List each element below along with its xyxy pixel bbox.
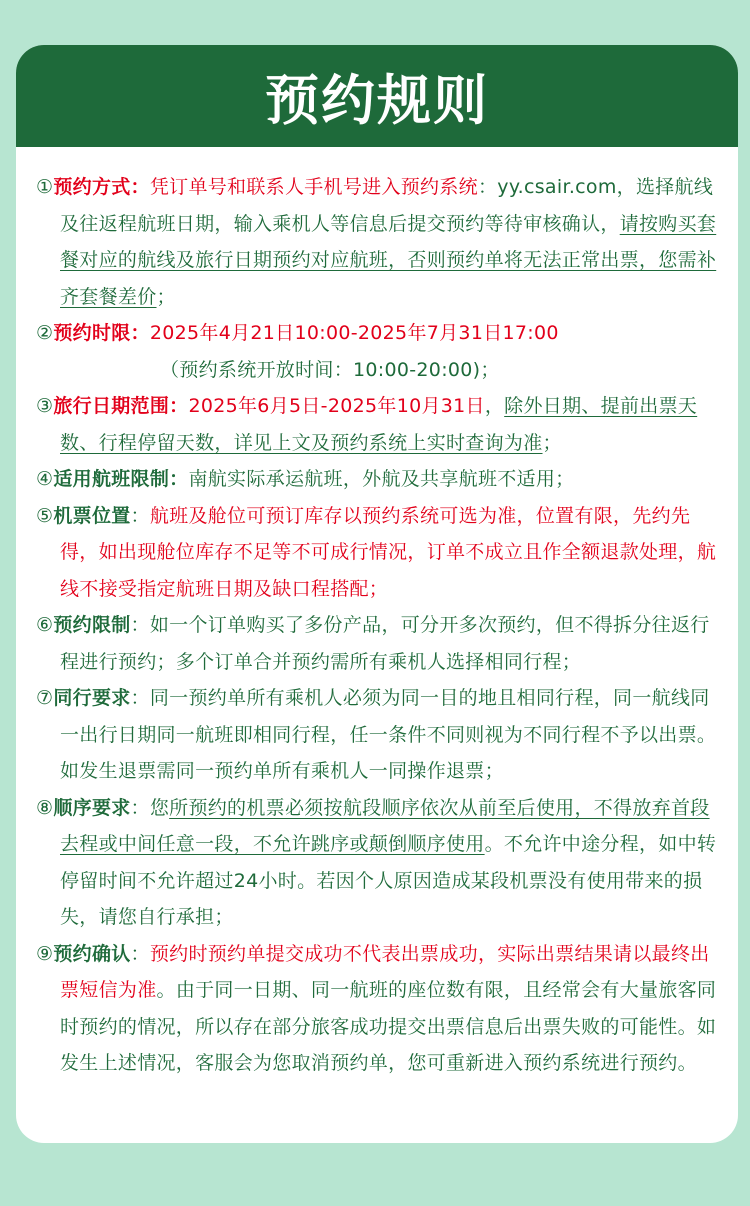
rule-text-highlight: 2025年4月21日10:00-2025年7月31日17:00	[149, 322, 559, 344]
rule-text: ：	[130, 504, 150, 527]
rule-heading: 适用航班限制：	[53, 468, 189, 490]
rule-booking-period	[36, 315, 722, 388]
rule-number: ③	[36, 395, 54, 417]
rule-number: ⑤	[36, 504, 54, 527]
rule-heading: 预约限制	[53, 614, 131, 636]
rule-number: ④	[36, 468, 54, 490]
rule-text-underlined: 所预约的机票必须按航段顺序依次从前至后使用，不得放弃首段去程或中间任意一段，不允许跳序或颠倒顺序使用	[60, 796, 710, 855]
rule-number: ②	[36, 322, 54, 344]
rule-text-highlight: 凭订单号和联系人手机号进入预约系统	[149, 176, 478, 198]
rule-text: ，	[484, 395, 505, 417]
rule-text: ；	[542, 431, 562, 454]
rule-heading: 预约时限：	[53, 322, 150, 344]
rule-heading: 旅行日期范围：	[53, 395, 189, 417]
rule-travel-companion	[36, 680, 722, 790]
rules-card	[16, 45, 738, 1143]
rule-text-underlined: 除外日期、提前出票天数、行程停留天数，详见上文及预约系统上实时查询为准	[60, 395, 698, 454]
rule-text: ：您	[130, 796, 170, 819]
rule-text-highlight: 航班及舱位可预订库存以预约系统可选为准，位置有限，先约先得，如出现舱位库存不足等不可成行情况，订单不成立且作全额退款处理，航线不接受指定航班日期及缺口程搭配；	[60, 504, 717, 600]
title-banner	[16, 45, 738, 147]
rule-travel-date-range	[36, 388, 722, 461]
rule-booking-confirmation	[36, 936, 722, 1082]
rule-text: ；	[156, 285, 176, 308]
rule-number: ①	[36, 176, 54, 198]
rule-text: ：yy.csair.com，选择航线及往返程航班日期，输入乘机人等信息后提交预约等待审核确认，	[60, 176, 714, 235]
rules-list	[16, 147, 738, 1082]
rule-text: （预约系统开放时间：10:00-20:00)；	[160, 358, 500, 381]
rule-number: ⑧	[36, 796, 54, 819]
rule-heading: 预约确认	[53, 942, 131, 965]
rule-segment-order	[36, 790, 722, 936]
rule-text: 南航实际承运航班，外航及共享航班不适用；	[188, 468, 575, 490]
rule-text-underlined: 请按购买套餐对应的航线及旅行日期预约对应航班，否则预约单将无法正常出票，您需补齐套餐差价	[60, 212, 717, 308]
rule-heading: 机票位置	[53, 504, 131, 527]
rule-text: ：如一个订单购买了多份产品，可分开多次预约，但不得拆分往返行程进行预约；多个订单合并预约需所有乘机人选择相同行程；	[60, 614, 710, 673]
rule-booking-limit	[36, 607, 722, 680]
page-title: 预约规则	[265, 68, 489, 132]
rule-number: ⑦	[36, 687, 54, 709]
rule-number: ⑨	[36, 942, 54, 965]
rule-heading: 同行要求	[53, 687, 131, 709]
rule-heading: 顺序要求	[53, 796, 131, 819]
rule-text: ：同一预约单所有乘机人必须为同一目的地且相同行程，同一航线同一出行日期同一航班即相同行程，任一条件不同则视为不同行程不予以出票。如发生退票需同一预约单所有乘机人一同操作退票；	[60, 687, 717, 782]
rule-number: ⑥	[36, 614, 54, 636]
rule-text: 。由于同一日期、同一航班的座位数有限，且经常会有大量旅客同时预约的情况，所以存在部分旅客成功提交出票信息后出票失败的可能性。如发生上述情况，客服会为您取消预约单，您可重新进入预约系统进行预约。	[60, 979, 717, 1074]
rule-text: ：	[130, 942, 150, 965]
rule-text-highlight: 2025年6月5日-2025年10月31日	[188, 395, 485, 417]
rule-booking-method	[36, 169, 722, 315]
rule-heading: 预约方式：	[53, 176, 150, 198]
rule-seat-availability	[36, 498, 722, 608]
rule-flight-restriction	[36, 461, 722, 498]
rule-text-highlight: 预约时预约单提交成功不代表出票成功，实际出票结果请以最终出票短信为准	[60, 942, 710, 1001]
rule-text: 。不允许中途分程，如中转停留时间不允许超过24小时。若因个人原因造成某段机票没有使用带来的损失，请您自行承担；	[60, 833, 717, 928]
